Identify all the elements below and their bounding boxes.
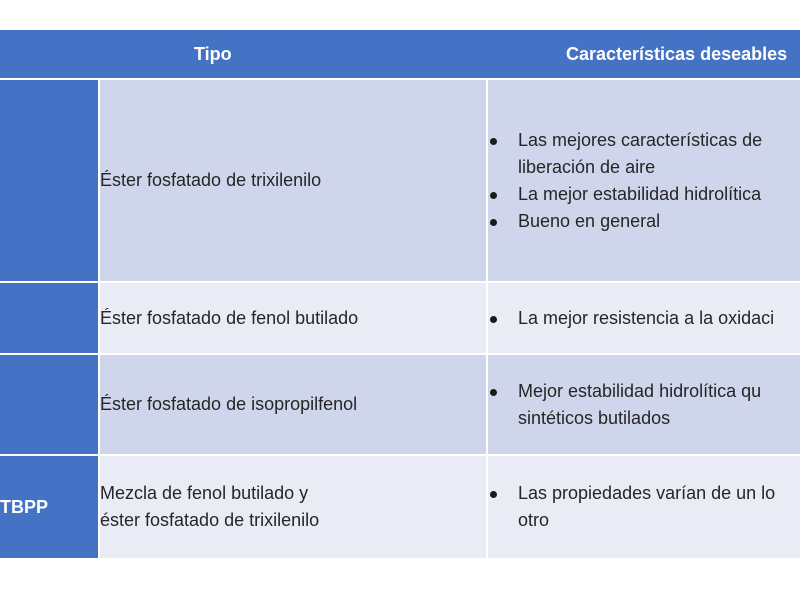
bullet-icon bbox=[490, 316, 497, 323]
feature-line: Mejor estabilidad hidrolítica qu bbox=[518, 380, 762, 401]
header-cell-features bbox=[488, 30, 800, 78]
abbreviation-cell bbox=[0, 80, 98, 281]
abbreviation-text: TBPP bbox=[0, 496, 49, 517]
header-cell-abbreviation bbox=[0, 30, 98, 78]
feature-line: Bueno en general bbox=[518, 210, 661, 231]
table-row bbox=[0, 283, 800, 353]
features-list bbox=[488, 127, 800, 235]
type-text bbox=[100, 391, 357, 418]
features-list bbox=[488, 305, 800, 332]
type-line: Éster fosfatado de isopropilfenol bbox=[100, 394, 358, 414]
feature-item bbox=[488, 181, 800, 208]
type-line: Mezcla de fenol butilado y bbox=[100, 483, 309, 503]
type-text bbox=[100, 480, 319, 534]
feature-line: liberación de aire bbox=[518, 156, 656, 177]
feature-line: sintéticos butilados bbox=[518, 407, 671, 428]
features-cell bbox=[488, 456, 800, 558]
type-text bbox=[100, 305, 358, 332]
feature-line: La mejor estabilidad hidrolítica bbox=[518, 183, 762, 204]
type-cell bbox=[100, 283, 486, 353]
bullet-icon bbox=[490, 389, 497, 396]
type-line: éster fosfatado de trixilenilo bbox=[100, 510, 320, 530]
type-line: Éster fosfatado de trixilenilo bbox=[100, 170, 322, 190]
bullet-icon bbox=[490, 138, 497, 145]
type-cell bbox=[100, 456, 486, 558]
features-cell bbox=[488, 283, 800, 353]
header-type-label: Tipo bbox=[194, 44, 232, 64]
type-cell bbox=[100, 355, 486, 454]
header-cell-type bbox=[100, 30, 486, 78]
type-cell bbox=[100, 80, 486, 281]
bullet-icon bbox=[490, 219, 497, 226]
table-row bbox=[0, 355, 800, 454]
abbreviation-cell bbox=[0, 456, 98, 558]
phosphate-ester-table bbox=[0, 30, 800, 558]
features-cell bbox=[488, 355, 800, 454]
feature-line: Las propiedades varían de un lo bbox=[518, 483, 776, 503]
feature-line: otro bbox=[518, 510, 550, 530]
header-features-label: Características deseables bbox=[566, 44, 788, 64]
table-row bbox=[0, 80, 800, 281]
feature-item bbox=[488, 208, 800, 235]
table-header-row bbox=[0, 30, 800, 78]
features-list bbox=[488, 480, 800, 534]
feature-item bbox=[488, 127, 800, 181]
feature-item bbox=[488, 378, 800, 432]
features-cell bbox=[488, 80, 800, 281]
feature-line: Las mejores características de bbox=[518, 129, 763, 150]
features-list bbox=[488, 378, 800, 432]
feature-item bbox=[488, 305, 800, 332]
feature-line: La mejor resistencia a la oxidaci bbox=[518, 307, 775, 328]
table-row bbox=[0, 456, 800, 558]
type-text bbox=[100, 167, 321, 194]
feature-item bbox=[488, 480, 800, 534]
type-line: Éster fosfatado de fenol butilado bbox=[100, 307, 359, 328]
bullet-icon bbox=[490, 192, 497, 199]
bullet-icon bbox=[490, 491, 497, 498]
abbreviation-cell bbox=[0, 355, 98, 454]
abbreviation-cell bbox=[0, 283, 98, 353]
